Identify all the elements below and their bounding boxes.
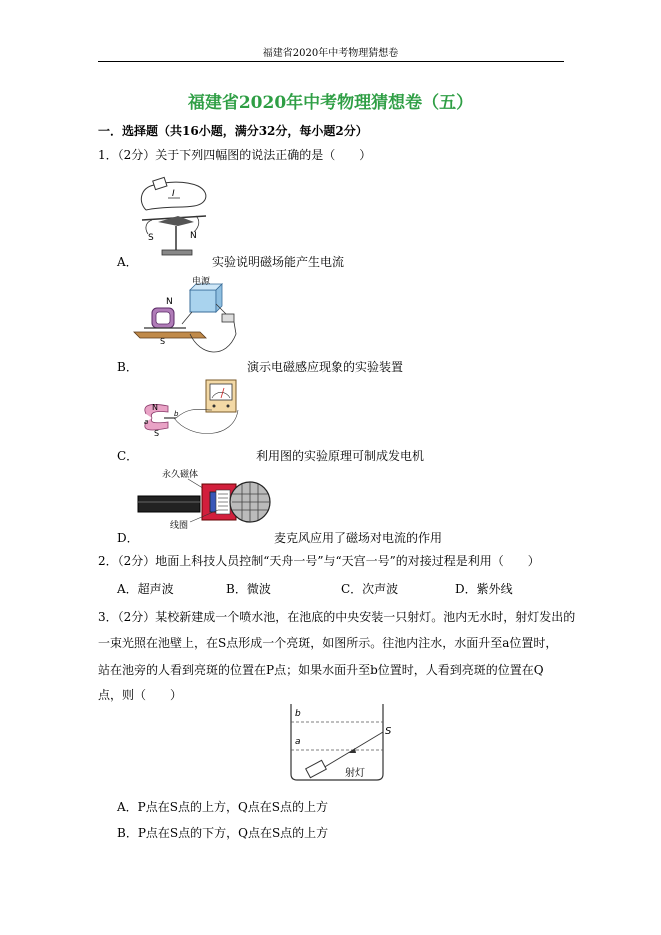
- question-3-line-2: 一束光照在池壁上，在S点形成一个亮斑，如图所示。往池内注水，水面升至a位置时，: [98, 636, 558, 650]
- s-pole-label: S: [148, 233, 154, 243]
- q3-option-b: B．P点在S点的下方，Q点在S点的上方: [117, 826, 329, 840]
- coil-label: 线圈: [170, 521, 189, 531]
- running-header: 福建省2020年中考物理猜想卷: [262, 48, 399, 59]
- q1-option-c-text: 利用图的实验原理可制成发电机: [256, 449, 425, 463]
- q3-option-a: A．P点在S点的上方，Q点在S点的上方: [117, 800, 329, 814]
- current-label: I: [172, 189, 175, 199]
- q2-choice-b: B．微波: [226, 582, 271, 596]
- water-level-a-label: a: [295, 737, 301, 747]
- q1-option-a-letter: A．: [117, 255, 138, 269]
- figure-q3-pool: [285, 702, 392, 784]
- water-level-b-label: b: [295, 709, 301, 719]
- b-n-pole-label: N: [166, 297, 173, 307]
- question-3-line-4: 点，则（ ）: [98, 688, 183, 702]
- q2-choice-a: A．超声波: [117, 582, 174, 596]
- b-s-pole-label: S: [160, 337, 166, 346]
- header-divider: [98, 61, 564, 62]
- c-s-pole-label: S: [154, 429, 160, 438]
- question-1-stem: 1．（2分）关于下列四幅图的说法正确的是（ ）: [98, 148, 372, 162]
- question-3-line-1: 3．（2分）某校新建成一个喷水池，在池底的中央安装一只射灯。池内无水时，射灯发出的: [98, 610, 576, 624]
- figure-b-apparatus: [130, 274, 240, 362]
- q1-option-d-text: 麦克风应用了磁场对电流的作用: [274, 531, 443, 545]
- q1-option-a-text: 实验说明磁场能产生电流: [212, 255, 345, 269]
- point-s-label: S: [385, 726, 392, 737]
- spotlight-label: 射灯: [345, 768, 365, 779]
- q2-choice-d: D．紫外线: [455, 582, 513, 596]
- permanent-magnet-label: 永久磁体: [162, 470, 199, 480]
- c-b-label: b: [174, 410, 179, 418]
- figure-d-microphone: [132, 466, 272, 532]
- q1-option-b-letter: B．: [117, 360, 138, 374]
- section-heading: 一．选择题（共16小题，满分32分，每小题2分）: [98, 124, 368, 138]
- c-n-pole-label: N: [152, 403, 158, 412]
- q1-option-d-letter: D．: [117, 531, 139, 545]
- figure-c-generator: [140, 376, 248, 448]
- q1-option-b-text: 演示电磁感应现象的实验装置: [247, 360, 404, 374]
- figure-a-oersted: [134, 176, 216, 260]
- power-label: 电源: [192, 277, 211, 287]
- q1-option-c-letter: C．: [117, 449, 139, 463]
- question-3-line-3: 站在池旁的人看到亮斑的位置在P点；如果水面升至b位置时，人看到亮斑的位置在Q: [98, 663, 544, 677]
- paper-title: 福建省2020年中考物理猜想卷（五）: [187, 93, 474, 113]
- c-a-label: a: [144, 418, 149, 426]
- q2-choice-c: C．次声波: [341, 582, 399, 596]
- n-pole-label: N: [190, 231, 197, 241]
- question-2-stem: 2．（2分）地面上科技人员控制“天舟一号”与“天宫一号”的对接过程是利用（ ）: [98, 554, 540, 568]
